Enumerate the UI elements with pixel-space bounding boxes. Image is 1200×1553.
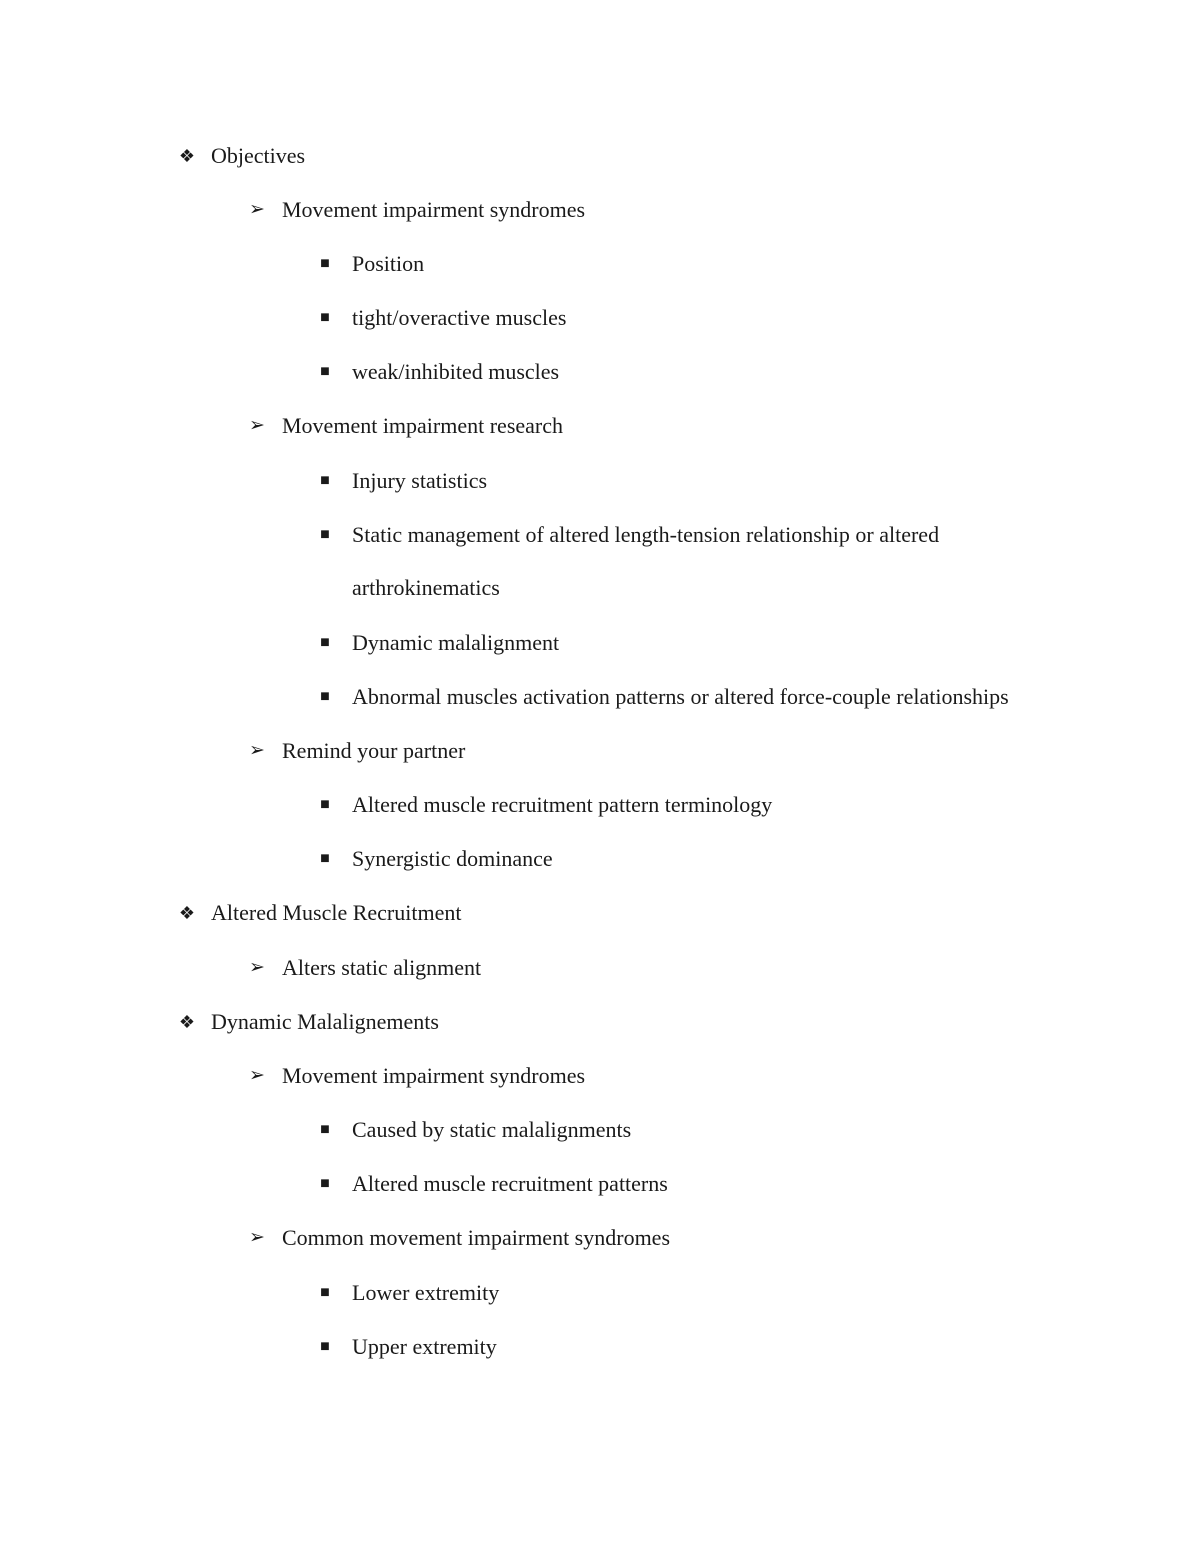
outline-subheading: Movement impairment research [282, 413, 564, 438]
diamond-bullet-icon: ❖ [178, 1012, 196, 1032]
square-bullet-icon: ■ [320, 1121, 330, 1138]
outline-item-text: Upper extremity [352, 1334, 497, 1359]
outline-subheading: Movement impairment syndromes [282, 1063, 586, 1088]
outline-item-text: weak/inhibited muscles [352, 359, 560, 384]
arrow-bullet-icon: ➢ [249, 1065, 265, 1086]
square-bullet-icon: ■ [320, 472, 330, 489]
square-bullet-icon: ■ [320, 526, 330, 543]
square-bullet-icon: ■ [320, 255, 330, 272]
outline-item-text: tight/overactive muscles [352, 305, 567, 330]
outline-heading: Dynamic Malalignements [211, 1009, 439, 1034]
diamond-bullet-icon: ❖ [178, 903, 196, 923]
outline-item-text: Abnormal muscles activation patterns or altered force-couple relationships [352, 684, 1009, 709]
outline-subheading: Alters static alignment [282, 955, 482, 980]
square-bullet-icon: ■ [320, 309, 330, 326]
square-bullet-icon: ■ [320, 1284, 330, 1301]
outline-item-text: arthrokinematics [352, 575, 500, 600]
outline-subheading: Remind your partner [282, 738, 466, 763]
square-bullet-icon: ■ [320, 1175, 330, 1192]
outline-item-text: Lower extremity [352, 1280, 500, 1305]
outline-item-text: Caused by static malalignments [352, 1117, 632, 1142]
outline-heading: Objectives [211, 143, 306, 168]
diamond-bullet-icon: ❖ [178, 146, 196, 166]
arrow-bullet-icon: ➢ [249, 415, 265, 436]
arrow-bullet-icon: ➢ [249, 1227, 265, 1248]
square-bullet-icon: ■ [320, 688, 330, 705]
outline-item-text: Altered muscle recruitment patterns [352, 1171, 668, 1196]
outline-item-text: Position [352, 251, 425, 276]
arrow-bullet-icon: ➢ [249, 199, 265, 220]
outline-item-text: Static management of altered length-tension relationship or altered [352, 522, 940, 547]
outline-item-text: Altered muscle recruitment pattern terminology [352, 792, 773, 817]
square-bullet-icon: ■ [320, 634, 330, 651]
outline-heading: Altered Muscle Recruitment [211, 900, 462, 925]
outline-subheading: Common movement impairment syndromes [282, 1225, 671, 1250]
square-bullet-icon: ■ [320, 796, 330, 813]
arrow-bullet-icon: ➢ [249, 957, 265, 978]
outline-item-text: Synergistic dominance [352, 846, 553, 871]
outline-subheading: Movement impairment syndromes [282, 197, 586, 222]
square-bullet-icon: ■ [320, 363, 330, 380]
outline-item-text: Dynamic malalignment [352, 630, 560, 655]
square-bullet-icon: ■ [320, 850, 330, 867]
outline-item-text: Injury statistics [352, 468, 488, 493]
square-bullet-icon: ■ [320, 1338, 330, 1355]
arrow-bullet-icon: ➢ [249, 740, 265, 761]
